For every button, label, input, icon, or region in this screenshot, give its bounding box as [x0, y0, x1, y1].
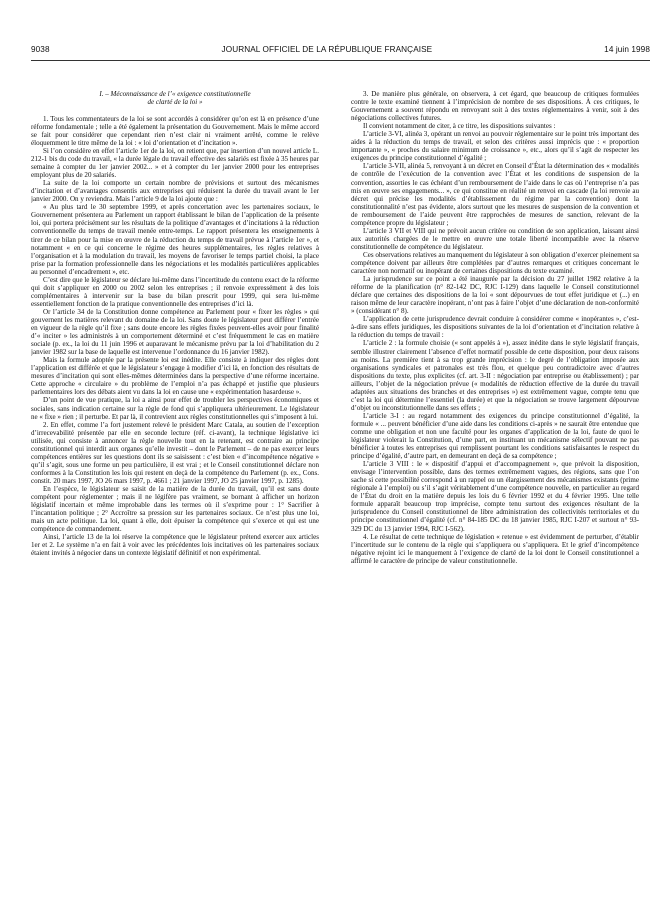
paragraph: L’article 3 VIII : le « dispositif d’appui et d’accompagnement », que prévoit la disposition, envisage l’intervention possible, dans des termes extrêmement vagues, des régions, sans que l’on sache si cette possibilité correspond à un rappel ou un élargissement des mécanismes existants (prime régionale à l’emploi) ou s’il s’agit véritablement d’une compétence nouvelle, en particulier au regard de l’État du droit en la matière depuis les lois du 6 février 1992 et du 4 février 1995. Une telle formule apparaît beaucoup trop imprécise, compte tenu surtout des exigences résultant de la jurisprudence du Conseil constitutionnel de libre administration des collectivités territoriales et du principe constitutionnel d’égalité (cf. n° 84-185 DC du 18 janvier 1985, RJC I-207 et surtout n° 93-329 DC du 13 janvier 1994, RJC I-562).: [351, 460, 639, 533]
paragraph: D’un point de vue pratique, la loi a ainsi pour effet de troubler les perspectives économiques et sociales, sans indication certaine sur la règle de fond qui s’appliquera ultérieurement. Le législateur ne « fixe » rien ; il perturbe. Et par là, il contrevient aux règles constitutionnelles qui s’imposent à lui.: [31, 396, 319, 421]
paragraph: Ces observations relatives au manquement du législateur à son obligation d’exercer pleinement sa compétence doivent par ailleurs être complétées par d’autres remarques et critiques concernant le caractère non normatif ou inopérant de certaines dispositions du texte examiné.: [351, 250, 639, 276]
page-number: 9038: [31, 45, 50, 54]
paragraph: Si l’on considère en effet l’article 1er de la loi, on retient que, par insertion d’un nouvel article L. 212-1 bis du code du travail, « la durée légale du travail effective des salariés est fixée à 35 heures par semaine à compter du 1er janvier 2002... » et à compter du 1er janvier 2000 pour les entreprises employant plus de 20 salariés.: [31, 147, 319, 180]
section-title: [31, 90, 319, 107]
paragraph: 4. Le résultat de cette technique de législation « retenue » est évidemment de perturber, d’établir l’incertitude sur le contenu de la règle qui s’appliquera ou s’appliquera. Et le grief d’incompétence négative rejoint ici le manquement à l’exigence de clarté de la loi dont le Conseil constitutionnel a affirmé le caractère de principe de valeur constitutionnelle.: [351, 532, 639, 565]
right-column: [351, 90, 639, 900]
paragraph: L’article 3 VII et VIII qui ne prévoit aucun critère ou condition de son application, laissant ainsi aux autorités chargées de le mettre en œuvre une totale liberté incompatible avec la réserve constitutionnelle de compétence du législateur.: [351, 226, 639, 251]
paragraph: 3. De manière plus générale, on observera, à cet égard, que beaucoup de critiques formulées contre le texte examiné tiennent à l’imprécision de nombre de ses dispositions. À ces critiques, le Gouvernement a souvent répondu en renvoyant soit à des textes réglementaires à venir, soit à des négociations collectives futures.: [351, 90, 639, 123]
paragraph: « Au plus tard le 30 septembre 1999, et après concertation avec les partenaires sociaux, le Gouvernement présentera au Parlement un rapport établissant le bilan de l’application de la présente loi, qui portera précisément sur les résultats de la politique d’avantages et d’incitations à la réduction conventionnelle du temps de travail menée entre-temps. Le rapport présentera les enseignements à tirer de ce bilan pour la mise en œuvre de la réduction du temps de travail prévue à l’article 1er », et notamment « en ce qui concerne le régime des heures supplémentaires, les règles relatives à l’organisation et à la modulation du travail, les moyens de favoriser le temps partiel choisi, la place prise par la formation professionnelle dans les négociations et les modalités particulières applicables au personnel d’encadrement », etc.: [31, 203, 319, 276]
paragraph: 1. Tous les commentateurs de la loi se sont accordés à considérer qu’on est là en présence d’une réforme fondamentale ; telle a été également la présentation du Gouvernement. Mais le même accord se fait pour considérer que cependant rien n’est clair ni vraiment arrêté, comme le relève éloquemment le titre même de la loi : « loi d’orientation et d’incitation ».: [31, 114, 319, 147]
paragraph: L’article 3-VII, alinéa 5, renvoyant à un décret en Conseil d’État la détermination des « modalités de contrôle de l’exécution de la convention avec l’État et les conditions de suspension de la convention, assorties le cas échéant d’un remboursement de l’aide dans le cas où l’entreprise n’a pas mis en œuvre ses engagements... », ce qui constitue en réalité un renvoi en cascade (la loi renvoie au décret qui précise les modalités d’établissement du régime par la convention) dont la constitutionnalité n’est pas évidente, alors surtout que les mesures de suspension de la convention et de remboursement de l’aide peuvent être rapprochées de mesures de sanction, relevant de la compétence propre du législateur ;: [351, 162, 639, 227]
paragraph: 2. En effet, comme l’a fort justement relevé le président Marc Catala, au soutien de l’exception d’irrecevabilité présentée par elle en seconde lecture (réf. ci-avant), la technique législative ici utilisée, qui consiste à annoncer la règle nouvelle tout en la retenant, est contraire au principe constitutionnel qui interdit aux organes qu’elle investit – dont le Parlement – de ne pas exercer leurs compétences entières sur les questions dont ils se saisissent : c’est bien « d’incompétence négative » qu’il s’agit, sous une forme un peu particulière, il est vrai ; et le Conseil constitutionnel déclare non conformes à la Constitution les lois qui restent en deçà de la compétence du Parlement (p. ex., Cons. constit. 20 mars 1997, JO 26 mars 1997, p. 4661 ; 21 janvier 1997, JO 25 janvier 1997, p. 1285).: [31, 420, 319, 485]
paragraph: La jurisprudence sur ce point a été inaugurée par la décision du 27 juillet 1982 relative à la réforme de la planification (n° 82-142 DC, RJC I-129) dans laquelle le Conseil constitutionnel déclare que certaines des dispositions de la loi « sont dépourvues de tout effet juridique et (...) en raison même de leur caractère inopérant, n’ont pas à faire l’objet d’une déclaration de non-conformité » (considérant n° 8).: [351, 275, 639, 316]
publication-date: 14 juin 1998: [604, 45, 650, 54]
header-rule: [31, 60, 650, 61]
section-title-line-1: I. – Méconnaissance de l’« exigence constitutionnelle: [99, 90, 251, 98]
paragraph: Ainsi, l’article 13 de la loi réserve la compétence que le législateur prétend exercer aux articles 1er et 2. Le système n’a en fait à voir avec les précédentes lois incitatives où les partenaires sociaux étaient invités à négocier dans un contexte législatif définitif et non expérimental.: [31, 533, 319, 558]
paragraph: La suite de la loi comporte un certain nombre de prévisions et surtout des mécanismes d’incitation et d’avantages consentis aux entreprises qui réduisent la durée du travail avant le 1er janvier 2000. On y reviendra. Mais l’article 9 de la loi ajoute que :: [31, 179, 319, 204]
paragraph: L’article 2 : la formule choisie (« sont appelés à »), assez inédite dans le style législatif français, semble illustrer clairement l’absence d’effet normatif possible de cette disposition, pour deux raisons au moins. La première tient à sa trop grande imprécision : le degré de l’obligation imposée aux organisations syndicales et patronales est très flou, et quelque peu contradictoire avec d’autres dispositions du texte, plus explicites (cf. art. 3-II : négociation par entreprise ou établissement) ; par ailleurs, l’objet de la négociation prévue (« modalités de réduction effective de la durée du travail adaptées aux situations des branches et des entreprises ») est extrêmement vague, compte tenu que c’est la loi qui détermine l’essentiel (la durée) et que la négociation se trouve largement dépourvue d’objet ou inconstitutionnelle dans ses effets ;: [351, 339, 639, 412]
journal-title: JOURNAL OFFICIEL DE LA RÉPUBLIQUE FRANÇAISE: [221, 45, 433, 54]
paragraph: L’article 3-I : au regard notamment des exigences du principe constitutionnel d’égalité, la formule « ... peuvent bénéficier d’une aide dans les conditions ci-après » ne saurait être entendue que comme une obligation et non une faculté pour les organes d’application de la loi, faute de quoi le législateur violerait la Constitution, d’une part, en instituant un mécanisme sélectif pouvant ne pas bénéficier à toutes les entreprises qui remplissent pourtant les conditions satisfaisantes le respect du principe d’égalité, d’autre part, en demeurant en deçà de sa compétence ;: [351, 411, 639, 461]
left-column: [31, 90, 319, 900]
paragraph: Or l’article 34 de la Constitution donne compétence au Parlement pour « fixer les règles » qui gouvernent les matières relevant du domaine de la loi. Sans doute le législateur peut différer l’entrée en vigueur de la règle qu’il fixe ; sans doute encore les règles fixées peuvent-elles avoir pour finalité d’« inciter » les administrés à un comportement déterminé et c’est fréquemment le cas en matière sociale (p. ex., la loi du 11 juin 1996 et auparavant le mécanisme prévu par la loi d’habilitation du 2 janvier 1982 sur la base de laquelle est intervenue l’ordonnance du 16 janvier 1982).: [31, 307, 319, 357]
paragraph: En l’espèce, le législateur se saisit de la matière de la durée du travail, qu’il est sans doute compétent pour réglementer ; mais il ne légifère pas vraiment, se bornant à afficher un horizon législatif incertain et même improbable dans les termes où il s’exprime pour : 1° Sacrifier à l’incantation politique ; 2° Accroître sa pression sur les partenaires sociaux. Ce n’est plus une loi, mais un acte politique. La loi, quant à elle, doit épuiser la compétence qui s’exerce et qui est une compétence de commandement.: [31, 484, 319, 534]
paragraph: L’article 3-VI, alinéa 3, opérant un renvoi au pouvoir réglementaire sur le point très important des aides à la réduction du temps de travail, et selon des critères aussi imprécis que : « proportion importante », « proches du salaire minimum de croissance », etc., alors qu’il s’agit de respecter les exigences du principe constitutionnel d’égalité ;: [351, 130, 639, 163]
paragraph: Mais la formule adoptée par la présente loi est inédite. Elle consiste à indiquer des règles dont l’application est différée et que le législateur s’engage à modifier d’ici là, en fonction des résultats de mesures d’incitation qui sont elles-mêmes déterminées dans la perspective d’une réforme incertaine. Cette approche « circulaire » du problème de l’emploi n’a pas échappé et justifie que plusieurs parlementaires lors des débats aient vu dans la loi en cause une « expérimentation hasardeuse ».: [31, 356, 319, 397]
paragraph: Il convient notamment de citer, à ce titre, les dispositions suivantes :: [363, 122, 556, 131]
paragraph: C’est dire que le législateur se déclare lui-même dans l’incertitude du contenu exact de la réforme qui doit s’appliquer en 2000 ou 2002 selon les entreprises ; il renvoie expressément à des lois complémentaires à intervenir sur la base du bilan prescrit pour 1999, qui sera lui-même essentiellement fonction de la pratique conventionnelle des entreprises d’ici là.: [31, 275, 319, 308]
page-header: [31, 45, 650, 59]
section-title-line-2: de clarté de la loi »: [147, 98, 203, 107]
paragraph: L’application de cette jurisprudence devrait conduire à considérer comme « inopérantes », c’est-à-dire sans effets juridiques, les dispositions suivantes de la loi d’orientation et d’incitation relative à la réduction du temps de travail :: [351, 315, 639, 340]
